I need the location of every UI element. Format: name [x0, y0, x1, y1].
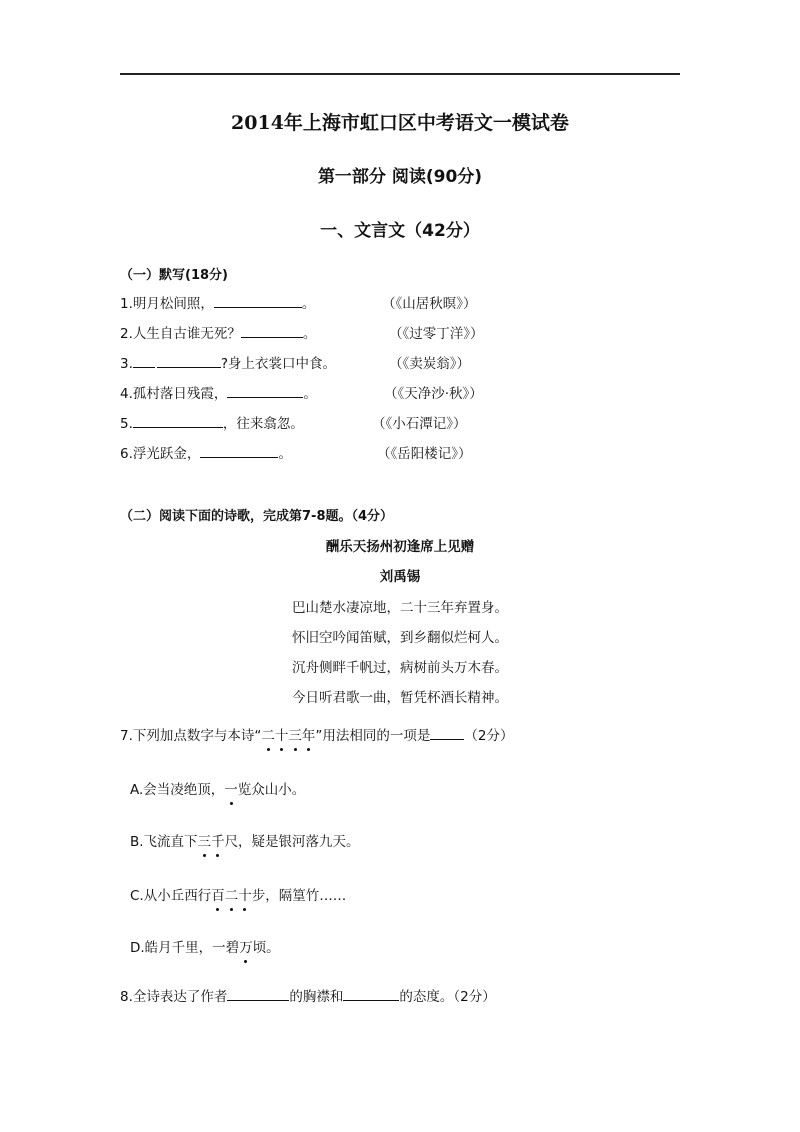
dotted-char: 三 — [198, 830, 212, 850]
dictation-text: 。 — [302, 326, 317, 342]
dictation-text: 3. — [120, 356, 133, 372]
dictation-item — [120, 322, 316, 342]
dictation-text: 2.人生自古谁无死？ — [120, 326, 241, 342]
dotted-char: 二 — [225, 884, 239, 904]
answer-blank[interactable] — [133, 353, 155, 368]
dotted-char: 二 — [261, 724, 275, 744]
option-text: 览众山小。 — [237, 782, 306, 798]
poem-title: 酬乐天扬州初逢席上见赠 — [325, 539, 475, 555]
part-heading: 第一部分 阅读(90分) — [317, 167, 483, 187]
answer-blank[interactable] — [343, 986, 399, 1001]
poem-line: 今日听君歌一曲，暂凭杯酒长精神。 — [292, 690, 508, 706]
dictation-text: 1.明月松间照， — [120, 296, 214, 312]
answer-blank[interactable] — [157, 353, 221, 368]
dictation-text: 。 — [303, 386, 317, 402]
dictation-item — [120, 442, 292, 462]
dotted-char: 三 — [288, 724, 302, 744]
option-text: A.会当凌绝顶， — [130, 782, 225, 798]
dictation-item — [120, 412, 304, 432]
question-7 — [120, 724, 513, 744]
dictation-text: 5. — [120, 416, 133, 432]
subsection-poem: （二）阅读下面的诗歌，完成第7-8题。（4分） — [120, 509, 394, 524]
option-a — [130, 778, 305, 798]
dotted-text — [211, 888, 252, 904]
page-title: 2014年上海市虹口区中考语文一模试卷 — [231, 112, 569, 134]
dotted-char: 十 — [238, 884, 252, 904]
dictation-item — [120, 352, 336, 372]
dotted-text: 万 — [239, 936, 253, 956]
header-rule — [120, 73, 680, 75]
dictation-source: （《过零丁洋》） — [389, 326, 484, 342]
answer-blank[interactable] — [227, 986, 289, 1001]
poem-line: 巴山楚水凄凉地，二十三年弃置身。 — [292, 600, 508, 616]
dotted-text — [198, 834, 225, 850]
answer-blank[interactable] — [241, 323, 303, 338]
dictation-source: （《山居秋暝》） — [382, 296, 477, 312]
option-b — [130, 830, 360, 850]
dictation-source: （《小石潭记》） — [372, 416, 467, 432]
question-text: ”用法相同的一项是 — [315, 728, 431, 744]
question-8 — [120, 985, 496, 1005]
poem-line: 怀旧空吟闻笛赋，到乡翻似烂柯人。 — [292, 630, 508, 646]
dotted-char: 千 — [211, 830, 225, 850]
dictation-text: ，往来翕忽。 — [222, 416, 304, 432]
question-text: 的胸襟和 — [289, 989, 344, 1005]
question-score: （2分） — [464, 728, 514, 744]
question-text: 7.下列加点数字与本诗“ — [120, 728, 262, 744]
dictation-text: 。 — [301, 296, 316, 312]
dictation-text: ?身上衣裳口中食。 — [220, 356, 337, 372]
option-c — [130, 884, 346, 904]
option-text: D.皓月千里，一碧 — [130, 940, 240, 956]
dictation-text: 。 — [278, 446, 292, 462]
poem-author: 刘禹锡 — [379, 569, 421, 585]
poem-line: 沉舟侧畔千帆过，病树前头万木春。 — [292, 660, 508, 676]
answer-blank[interactable] — [214, 293, 302, 308]
option-text: 顷。 — [252, 940, 280, 956]
dictation-source: （《岳阳楼记》） — [377, 446, 472, 462]
option-text: C.从小丘西行 — [130, 888, 212, 904]
answer-blank[interactable] — [430, 725, 464, 740]
dotted-text: 一 — [224, 778, 238, 798]
option-d — [130, 936, 280, 956]
option-text: 步，隔篁竹…… — [251, 888, 347, 904]
dictation-item — [120, 292, 315, 312]
answer-blank[interactable] — [200, 443, 278, 458]
dotted-char: 年 — [302, 724, 316, 744]
dictation-item — [120, 382, 317, 402]
dictation-text: 6.浮光跃金， — [120, 446, 201, 462]
dotted-text — [261, 728, 315, 744]
question-text: 的态度。（2分） — [399, 989, 496, 1005]
dictation-source: （《天净沙·秋》） — [384, 386, 483, 402]
subsection-dictation: （一）默写(18分) — [120, 268, 228, 283]
answer-blank[interactable] — [227, 383, 303, 398]
option-text: B.飞流直下 — [130, 834, 198, 850]
question-text: 8.全诗表达了作者 — [120, 989, 228, 1005]
dotted-char: 十 — [275, 724, 289, 744]
answer-blank[interactable] — [133, 413, 223, 428]
section-heading: 一、文言文（42分） — [320, 221, 480, 241]
dictation-source: （《卖炭翁》） — [389, 356, 470, 372]
dictation-text: 4.孤村落日残霞， — [120, 386, 228, 402]
option-text: 尺，疑是银河落九天。 — [224, 834, 360, 850]
dotted-char: 百 — [211, 884, 225, 904]
